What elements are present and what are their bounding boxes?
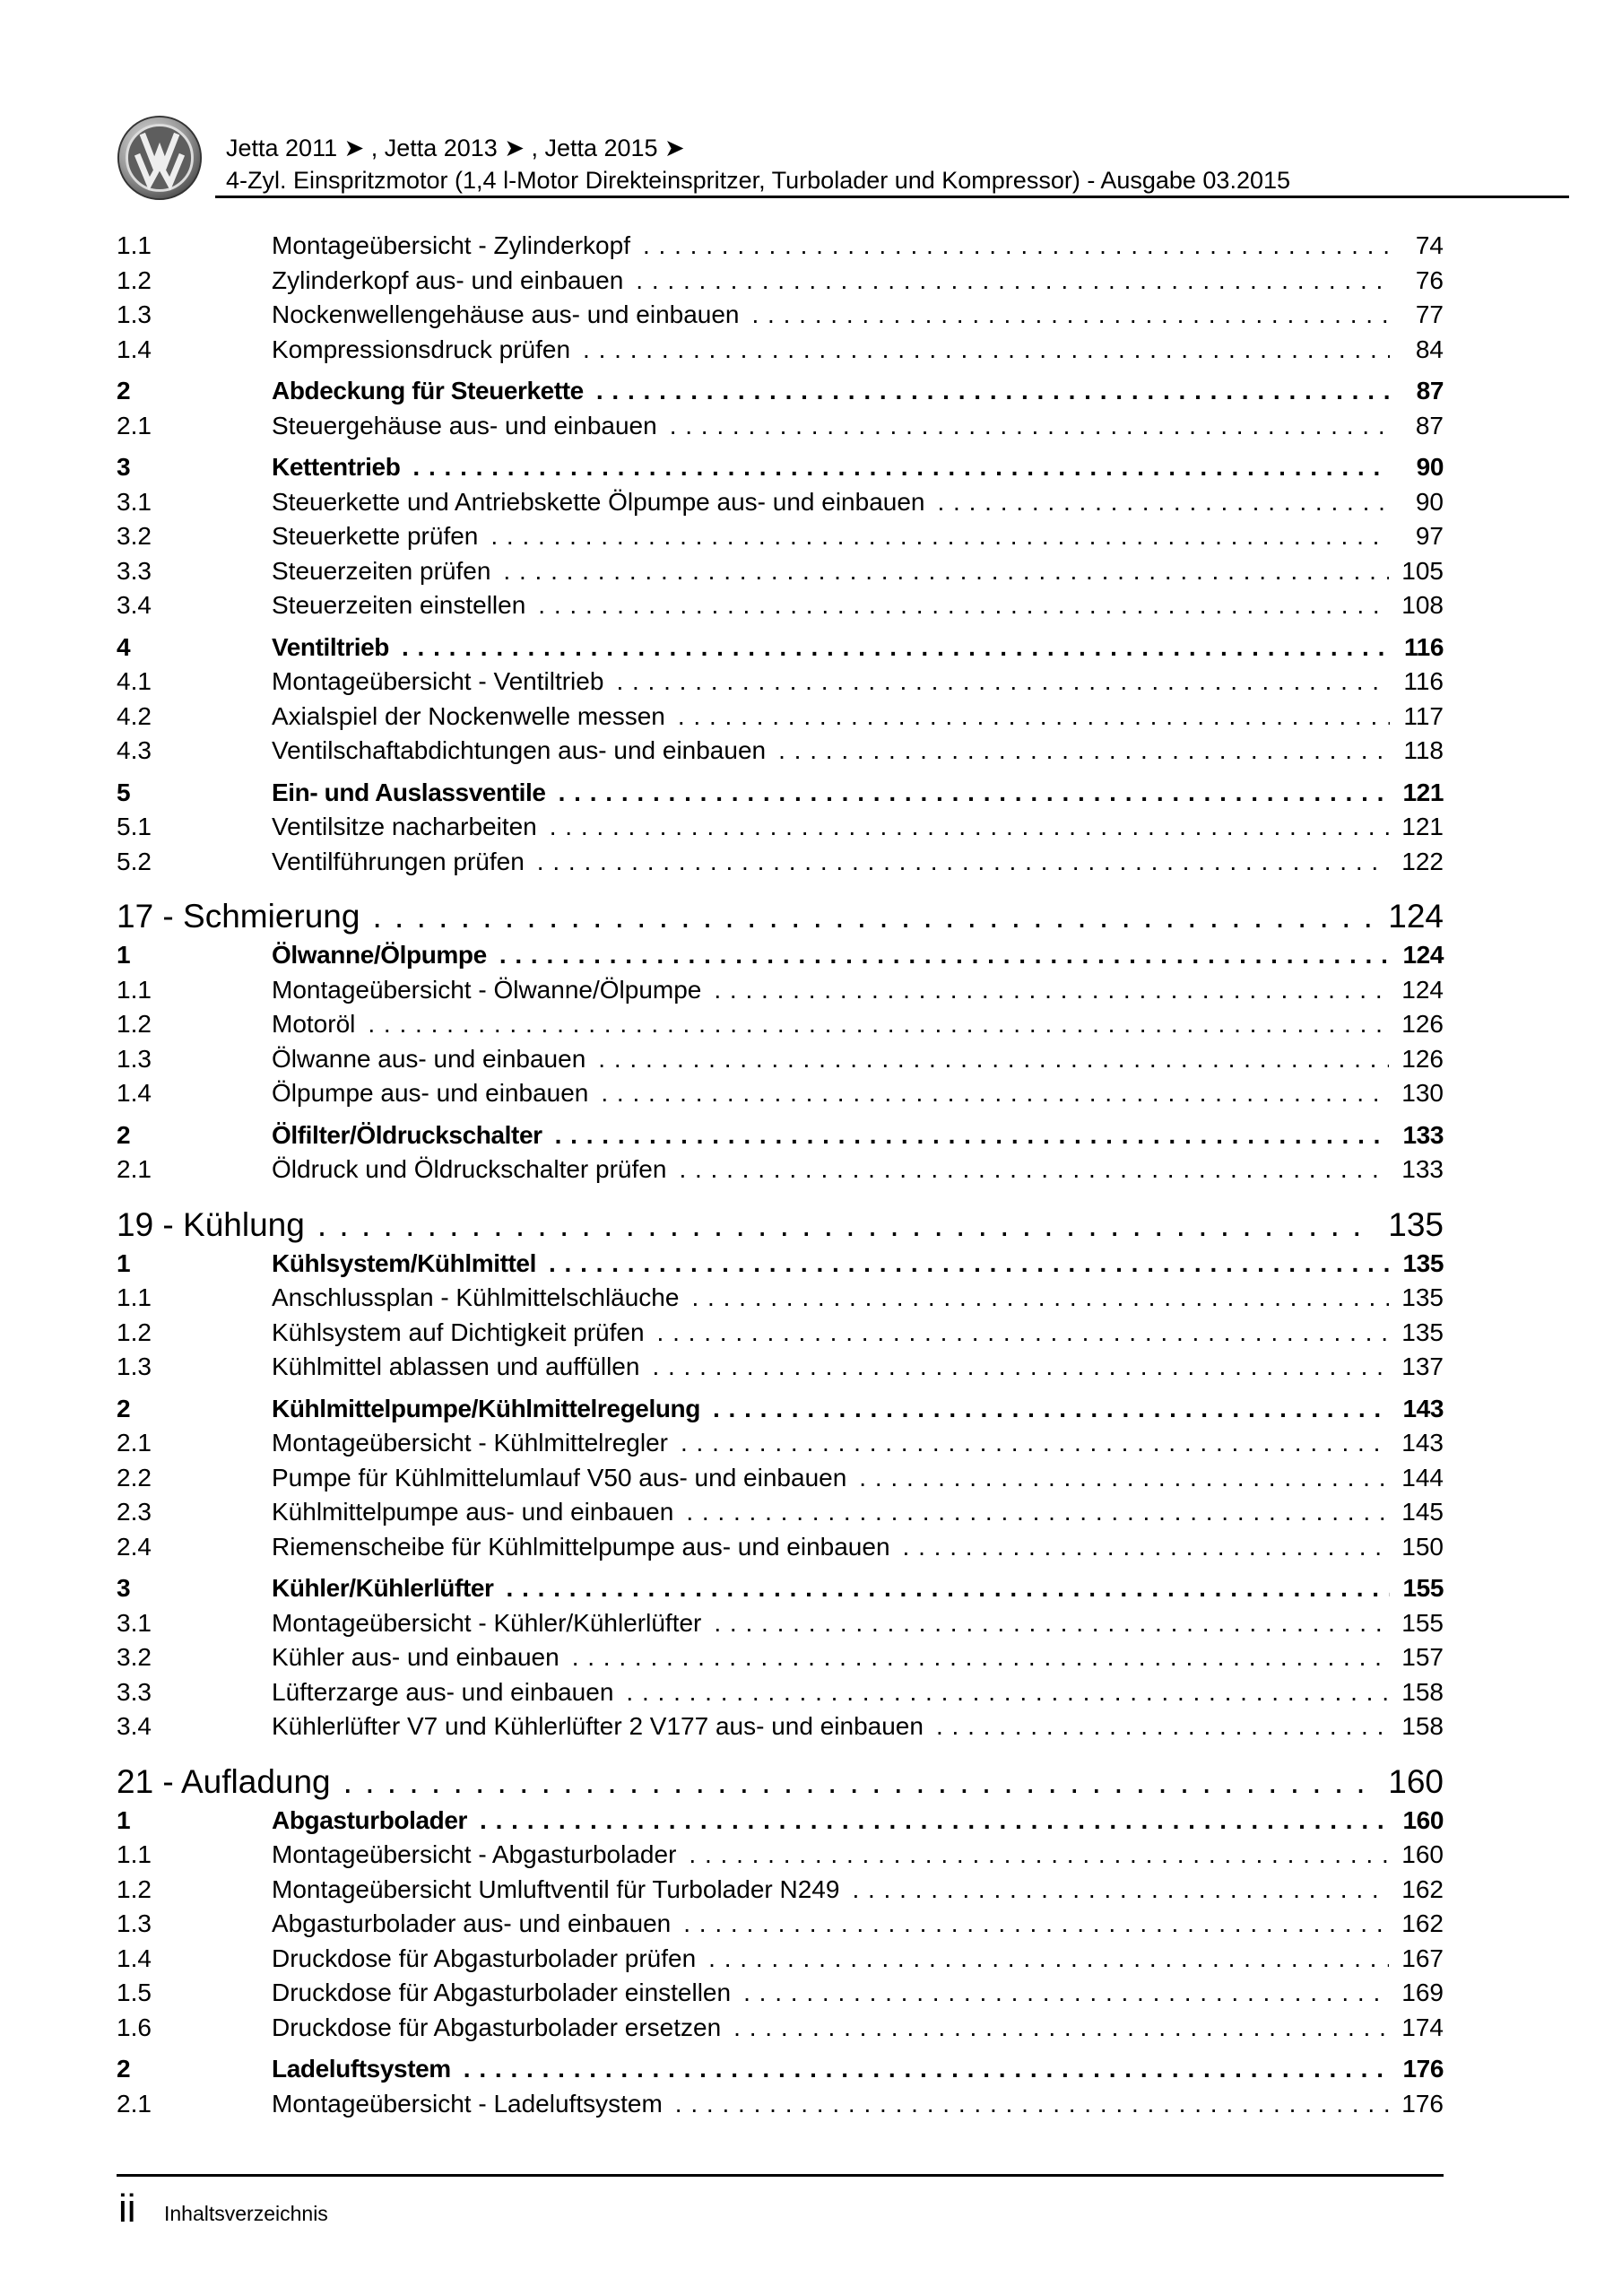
toc-entry-row[interactable]: [117, 588, 1444, 623]
toc-entry-number: 1.3: [117, 300, 152, 328]
toc-dot-leader: [317, 1204, 1375, 1247]
toc-entry-number: 2: [117, 1120, 131, 1149]
toc-entry-page: 143: [1401, 1429, 1444, 1457]
toc-dot-leader: [598, 1042, 1389, 1077]
toc-entry-title: Ölpumpe aus- und einbauen: [272, 1079, 589, 1107]
toc-entry-number: 2: [117, 2055, 131, 2083]
toc-entry-number: 1.2: [117, 1874, 152, 1903]
toc-entry-number: 3.2: [117, 522, 152, 550]
toc-entry-row[interactable]: [117, 1495, 1444, 1530]
toc-entry-page: 108: [1401, 591, 1444, 619]
toc-dot-leader: [936, 1709, 1389, 1744]
toc-entry-number: 1.6: [117, 2013, 152, 2041]
toc-dot-leader: [626, 1675, 1389, 1710]
toc-entry-title: Lüfterzarge aus- und einbauen: [272, 1677, 614, 1706]
toc-entry-title: Kühlmittelpumpe/Kühlmittelregelung: [272, 1394, 700, 1422]
toc-entry-row[interactable]: [117, 1675, 1444, 1710]
toc-entry-title: Ölfilter/Öldruckschalter: [272, 1120, 542, 1149]
toc-entry-page: 118: [1403, 736, 1444, 764]
toc-entry-page: 130: [1401, 1079, 1444, 1107]
toc-entry-title: 19 - Kühlung: [117, 1205, 305, 1243]
toc-entry-number: 1.1: [117, 231, 152, 259]
toc-entry-title: Steuerzeiten prüfen: [272, 556, 491, 585]
toc-entry-page: 126: [1401, 1044, 1444, 1073]
toc-section-row[interactable]: [117, 1392, 1444, 1427]
toc-entry-title: Ölwanne aus- und einbauen: [272, 1044, 586, 1073]
toc-entry-row[interactable]: [117, 845, 1444, 880]
toc-dot-leader: [683, 1907, 1389, 1942]
toc-entry-title: Montageübersicht - Zylinderkopf: [272, 231, 630, 259]
toc-entry-page: 137: [1401, 1352, 1444, 1380]
toc-entry-number: 5: [117, 778, 131, 806]
toc-section-row[interactable]: [117, 2052, 1444, 2087]
toc-chapter-row[interactable]: [117, 1761, 1444, 1804]
toc-dot-leader: [507, 1571, 1390, 1606]
toc-entry-row[interactable]: [117, 700, 1444, 735]
toc-entry-title: Ladeluftsystem: [272, 2055, 451, 2083]
toc-dot-leader: [636, 264, 1390, 299]
toc-entry-number: 3.4: [117, 1712, 152, 1740]
toc-dot-leader: [679, 1152, 1389, 1187]
toc-chapter-row[interactable]: [117, 1204, 1444, 1247]
toc-dot-leader: [538, 588, 1389, 623]
toc-section-row[interactable]: [117, 1118, 1444, 1153]
toc-dot-leader: [402, 631, 1390, 665]
toc-entry-title: Öldruck und Öldruckschalter prüfen: [272, 1155, 667, 1183]
toc-entry-number: 1.4: [117, 1079, 152, 1107]
toc-entry-row[interactable]: [117, 1530, 1444, 1565]
toc-entry-row[interactable]: [117, 1076, 1444, 1111]
toc-entry-page: 135: [1401, 1283, 1444, 1311]
toc-entry-number: 3: [117, 1574, 131, 1602]
toc-entry-title: Abgasturbolader: [272, 1805, 468, 1834]
toc-entry-row[interactable]: [117, 229, 1444, 264]
toc-dot-leader: [583, 333, 1390, 368]
toc-entry-row[interactable]: [117, 1640, 1444, 1675]
toc-dot-leader: [343, 1761, 1376, 1804]
toc-entry-page: 84: [1415, 335, 1444, 363]
toc-dot-leader: [778, 734, 1390, 769]
toc-entry-title: 17 - Schmierung: [117, 898, 360, 935]
toc-entry-title: Ein- und Auslassventile: [272, 778, 546, 806]
toc-entry-number: 1.1: [117, 975, 152, 1004]
toc-entry-row[interactable]: [117, 519, 1444, 554]
toc-entry-number: 4.2: [117, 701, 152, 730]
toc-dot-leader: [859, 1461, 1389, 1496]
toc-dot-leader: [537, 845, 1390, 880]
toc-entry-page: 135: [1402, 1248, 1444, 1277]
toc-entry-title: Ventilführungen prüfen: [272, 847, 525, 875]
toc-entry-title: Kompressionsdruck prüfen: [272, 335, 571, 363]
toc-entry-number: 1.3: [117, 1044, 152, 1073]
toc-entry-row[interactable]: [117, 1873, 1444, 1908]
toc-section-row[interactable]: [117, 374, 1444, 409]
toc-entry-page: 133: [1402, 1120, 1444, 1149]
toc-dot-leader: [675, 2087, 1390, 2122]
toc-entry-title: Montageübersicht - Ventiltrieb: [272, 667, 604, 695]
toc-entry-number: 5.2: [117, 847, 152, 875]
toc-dot-leader: [550, 810, 1390, 845]
toc-dot-leader: [490, 519, 1390, 554]
toc-entry-page: 124: [1388, 898, 1444, 935]
toc-entry-title: Kettentrieb: [272, 453, 401, 481]
toc-entry-page: 97: [1415, 522, 1444, 550]
toc-entry-page: 122: [1401, 847, 1444, 875]
toc-entry-title: Montageübersicht - Ladeluftsystem: [272, 2089, 663, 2118]
toc-entry-title: Kühlsystem auf Dichtigkeit prüfen: [272, 1318, 645, 1346]
toc-entry-number: 3: [117, 453, 131, 481]
toc-section-row[interactable]: [117, 1804, 1444, 1839]
toc-entry-row[interactable]: [117, 973, 1444, 1008]
toc-entry-row[interactable]: [117, 1316, 1444, 1351]
toc-entry-title: Kühlerlüfter V7 und Kühlerlüfter 2 V177 aus- und einbauen: [272, 1712, 924, 1740]
toc-entry-title: Axialspiel der Nockenwelle messen: [272, 701, 665, 730]
toc-entry-number: 2: [117, 377, 131, 404]
header-rule: [215, 196, 1569, 198]
toc-entry-number: 1.1: [117, 1840, 152, 1868]
toc-entry-page: 124: [1402, 941, 1444, 969]
toc-entry-number: 2.4: [117, 1532, 152, 1561]
toc-entry-row[interactable]: [117, 2087, 1444, 2122]
toc-entry-page: 121: [1401, 813, 1444, 840]
toc-dot-leader: [670, 409, 1390, 444]
toc-dot-leader: [503, 554, 1389, 589]
toc-entry-title: Nockenwellengehäuse aus- und einbauen: [272, 300, 740, 328]
toc-entry-row[interactable]: [117, 1042, 1444, 1077]
toc-entry-number: 1: [117, 1248, 131, 1277]
toc-entry-title: Kühlsystem/Kühlmittel: [272, 1248, 536, 1277]
toc-dot-leader: [368, 1007, 1389, 1042]
toc-entry-number: 4.3: [117, 736, 152, 764]
toc-entry-page: 74: [1415, 231, 1444, 259]
toc-entry-row[interactable]: [117, 1907, 1444, 1942]
toc-entry-title: Motoröl: [272, 1010, 356, 1038]
toc-entry-title: Steuerkette prüfen: [272, 522, 479, 550]
toc-entry-title: Riemenscheibe für Kühlmittelpumpe aus- und einbauen: [272, 1532, 890, 1561]
toc-entry-row[interactable]: [117, 1838, 1444, 1873]
toc-entry-number: 2.2: [117, 1463, 152, 1492]
toc-entry-page: 157: [1401, 1643, 1444, 1671]
footer-rule: [117, 2174, 1444, 2177]
toc-entry-title: Steuerzeiten einstellen: [272, 591, 526, 619]
toc-entry-page: 133: [1401, 1155, 1444, 1183]
header-vehicle-line: Jetta 2011 ➤ , Jetta 2013 ➤ , Jetta 2015 ➤: [226, 135, 685, 161]
toc-section-row[interactable]: [117, 450, 1444, 485]
toc-entry-title: Steuergehäuse aus- und einbauen: [272, 411, 657, 439]
toc-entry-number: 4: [117, 632, 131, 661]
toc-entry-title: Montageübersicht - Kühler/Kühlerlüfter: [272, 1608, 702, 1637]
toc-section-row[interactable]: [117, 938, 1444, 973]
toc-entry-row[interactable]: [117, 485, 1444, 520]
toc-entry-page: 117: [1403, 701, 1444, 730]
toc-entry-row[interactable]: [117, 1350, 1444, 1385]
toc-dot-leader: [555, 1118, 1390, 1153]
toc-entry-title: Montageübersicht - Abgasturbolader: [272, 1840, 677, 1868]
toc-entry-number: 1.2: [117, 1318, 152, 1346]
toc-entry-title: Anschlussplan - Kühlmittelschläuche: [272, 1283, 680, 1311]
toc-entry-number: 3.1: [117, 1608, 152, 1637]
toc-entry-page: 124: [1401, 975, 1444, 1004]
toc-entry-page: 160: [1402, 1805, 1444, 1834]
toc-entry-number: 1.4: [117, 335, 152, 363]
toc-entry-page: 158: [1401, 1677, 1444, 1706]
toc-dot-leader: [678, 700, 1390, 735]
toc-entry-row[interactable]: [117, 1426, 1444, 1461]
footer-label: Inhaltsverzeichnis: [164, 2202, 328, 2225]
toc-entry-row[interactable]: [117, 1709, 1444, 1744]
toc-section-row[interactable]: [117, 1571, 1444, 1606]
toc-entry-row[interactable]: [117, 1942, 1444, 1977]
toc-dot-leader: [714, 973, 1389, 1008]
toc-entry-row[interactable]: [117, 2011, 1444, 2046]
toc-dot-leader: [743, 1976, 1389, 2011]
toc-entry-number: 1.2: [117, 1010, 152, 1038]
toc-entry-number: 2.3: [117, 1498, 152, 1526]
toc-entry-row[interactable]: [117, 665, 1444, 700]
toc-entry-number: 1.2: [117, 265, 152, 294]
toc-dot-leader: [616, 665, 1390, 700]
footer-page-number: ii: [118, 2187, 136, 2231]
toc-entry-page: 174: [1401, 2013, 1444, 2041]
toc-dot-leader: [464, 2052, 1390, 2087]
toc-dot-leader: [372, 895, 1375, 938]
toc-entry-title: Abdeckung für Steuerkette: [272, 377, 584, 404]
toc-entry-number: 1: [117, 1805, 131, 1834]
toc-entry-title: Abgasturbolader aus- und einbauen: [272, 1909, 672, 1937]
toc-dot-leader: [714, 1606, 1389, 1641]
toc-entry-number: 3.3: [117, 1677, 152, 1706]
toc-entry-title: Druckdose für Abgasturbolader einstellen: [272, 1979, 732, 2006]
toc-entry-title: Ventiltrieb: [272, 632, 389, 661]
toc-entry-page: 135: [1388, 1205, 1444, 1243]
toc-entry-page: 167: [1401, 1944, 1444, 1972]
toc-entry-title: Druckdose für Abgasturbolader prüfen: [272, 1944, 697, 1972]
toc-section-row[interactable]: [117, 776, 1444, 811]
toc-entry-page: 162: [1401, 1874, 1444, 1903]
toc-dot-leader: [480, 1804, 1390, 1839]
toc-entry-page: 121: [1402, 778, 1444, 806]
toc-entry-title: Montageübersicht Umluftventil für Turbolader N249: [272, 1874, 840, 1903]
toc-entry-page: 176: [1402, 2055, 1444, 2083]
toc-dot-leader: [643, 229, 1390, 264]
toc-entry-row[interactable]: [117, 1976, 1444, 2011]
toc-entry-number: 1: [117, 941, 131, 969]
toc-entry-title: 21 - Aufladung: [117, 1762, 331, 1800]
toc-entry-page: 87: [1416, 377, 1444, 404]
toc-entry-number: 3.2: [117, 1643, 152, 1671]
toc-entry-number: 3.3: [117, 556, 152, 585]
toc-entry-number: 1.5: [117, 1979, 152, 2006]
toc-entry-page: 145: [1401, 1498, 1444, 1526]
toc-entry-page: 87: [1415, 411, 1444, 439]
toc-entry-row[interactable]: [117, 1007, 1444, 1042]
toc-entry-page: 143: [1402, 1394, 1444, 1422]
toc-entry-title: Druckdose für Abgasturbolader ersetzen: [272, 2013, 722, 2041]
toc-entry-title: Steuerkette und Antriebskette Ölpumpe aus- und einbauen: [272, 487, 925, 516]
toc-dot-leader: [601, 1076, 1389, 1111]
toc-entry-row[interactable]: [117, 734, 1444, 769]
toc-entry-page: 116: [1403, 667, 1444, 695]
toc-entry-row[interactable]: [117, 264, 1444, 299]
toc-entry-row[interactable]: [117, 1281, 1444, 1316]
toc-entry-title: Kühlmittelpumpe aus- und einbauen: [272, 1498, 674, 1526]
toc-entry-page: 176: [1401, 2089, 1444, 2118]
toc-dot-leader: [572, 1640, 1390, 1675]
toc-entry-page: 158: [1401, 1712, 1444, 1740]
toc-dot-leader: [903, 1530, 1390, 1565]
toc-entry-number: 2.1: [117, 1155, 152, 1183]
toc-section-row[interactable]: [117, 1247, 1444, 1282]
toc-dot-leader: [713, 1392, 1390, 1427]
toc-entry-number: 2.1: [117, 411, 152, 439]
toc-entry-page: 169: [1401, 1979, 1444, 2006]
toc-entry-number: 1.3: [117, 1909, 152, 1937]
toc-entry-title: Pumpe für Kühlmittelumlauf V50 aus- und einbauen: [272, 1463, 847, 1492]
toc-section-row[interactable]: [117, 631, 1444, 665]
toc-dot-leader: [691, 1281, 1389, 1316]
toc-entry-row[interactable]: [117, 1152, 1444, 1187]
toc-dot-leader: [596, 374, 1390, 409]
toc-dot-leader: [689, 1838, 1389, 1873]
toc-entry-number: 3.4: [117, 591, 152, 619]
toc-entry-row[interactable]: [117, 554, 1444, 589]
toc-entry-page: 76: [1415, 265, 1444, 294]
toc-dot-leader: [549, 1247, 1390, 1282]
toc-entry-number: 1.4: [117, 1944, 152, 1972]
toc-entry-number: 1.1: [117, 1283, 152, 1311]
toc-entry-number: 1.3: [117, 1352, 152, 1380]
toc-entry-title: Kühlmittel ablassen und auffüllen: [272, 1352, 640, 1380]
toc-entry-title: Kühler/Kühlerlüfter: [272, 1574, 494, 1602]
toc-entry-page: 155: [1401, 1608, 1444, 1637]
toc-chapter-row[interactable]: [117, 895, 1444, 938]
toc-entry-number: 2.1: [117, 2089, 152, 2118]
toc-entry-number: 3.1: [117, 487, 152, 516]
toc-entry-number: 2: [117, 1394, 131, 1422]
toc-dot-leader: [733, 2011, 1389, 2046]
toc-dot-leader: [499, 938, 1390, 973]
toc-entry-row[interactable]: [117, 409, 1444, 444]
toc-entry-title: Ventilsitze nacharbeiten: [272, 813, 537, 840]
toc-entry-row[interactable]: [117, 1461, 1444, 1496]
toc-dot-leader: [412, 450, 1390, 485]
toc-entry-row[interactable]: [117, 298, 1444, 333]
toc-dot-leader: [708, 1942, 1389, 1977]
toc-dot-leader: [681, 1426, 1389, 1461]
toc-entry-page: 126: [1401, 1010, 1444, 1038]
toc-dot-leader: [752, 298, 1391, 333]
toc-entry-title: Zylinderkopf aus- und einbauen: [272, 265, 624, 294]
toc-entry-number: 4.1: [117, 667, 152, 695]
toc-dot-leader: [938, 485, 1391, 520]
toc-entry-page: 160: [1401, 1840, 1444, 1868]
toc-entry-page: 77: [1415, 300, 1444, 328]
toc-entry-row[interactable]: [117, 810, 1444, 845]
toc-entry-page: 162: [1401, 1909, 1444, 1937]
header-engine-line: 4-Zyl. Einspritzmotor (1,4 l-Motor Direkteinspritzer, Turbolader und Kompressor) - Ausgabe 03.2015: [226, 167, 1291, 194]
toc-entry-row[interactable]: [117, 333, 1444, 368]
toc-entry-page: 144: [1401, 1463, 1444, 1492]
toc-entry-page: 150: [1401, 1532, 1444, 1561]
toc-dot-leader: [686, 1495, 1389, 1530]
toc-dot-leader: [657, 1316, 1390, 1351]
toc-entry-title: Montageübersicht - Ölwanne/Ölpumpe: [272, 975, 702, 1004]
toc-entry-page: 90: [1415, 487, 1444, 516]
toc-entry-page: 160: [1388, 1762, 1444, 1800]
toc-dot-leader: [852, 1873, 1389, 1908]
toc-entry-number: 2.1: [117, 1429, 152, 1457]
toc-entry-row[interactable]: [117, 1606, 1444, 1641]
toc-entry-page: 135: [1401, 1318, 1444, 1346]
toc-entry-page: 90: [1416, 453, 1444, 481]
toc-entry-page: 105: [1401, 556, 1444, 585]
toc-entry-title: Ölwanne/Ölpumpe: [272, 941, 487, 969]
page-header: [117, 115, 1444, 194]
vw-logo-icon: [117, 115, 203, 201]
toc-dot-leader: [559, 776, 1390, 811]
toc-entry-page: 155: [1402, 1574, 1444, 1602]
toc-dot-leader: [652, 1350, 1389, 1385]
toc-entry-title: Montageübersicht - Kühlmittelregler: [272, 1429, 668, 1457]
toc-entry-title: Kühler aus- und einbauen: [272, 1643, 559, 1671]
toc-entry-number: 5.1: [117, 813, 152, 840]
table-of-contents: [117, 229, 1444, 2121]
toc-entry-page: 116: [1404, 632, 1444, 661]
toc-entry-title: Ventilschaftabdichtungen aus- und einbauen: [272, 736, 767, 764]
